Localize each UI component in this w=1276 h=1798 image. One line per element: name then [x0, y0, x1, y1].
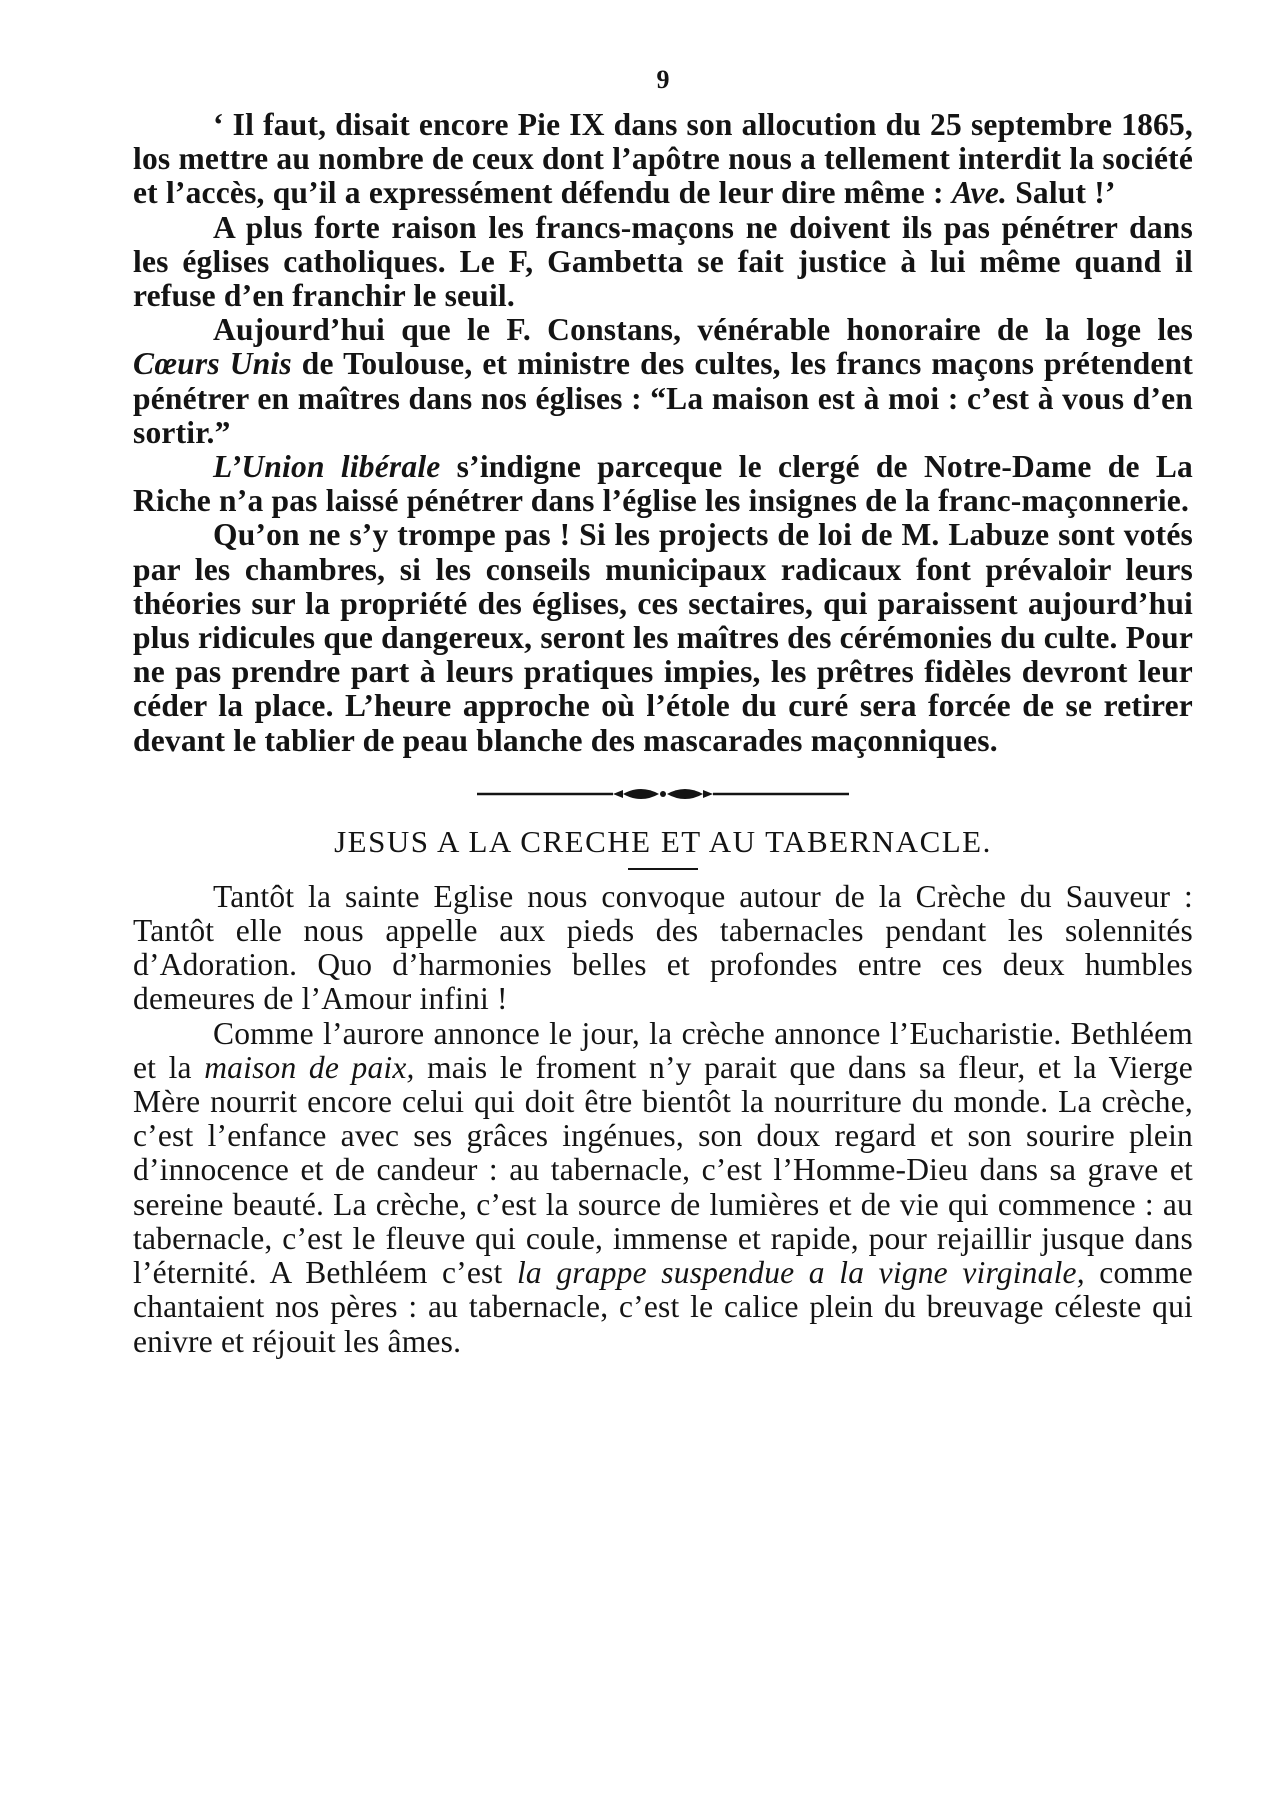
paragraph-constans: [133, 313, 1193, 450]
italic-text: maison de paix,: [204, 1049, 415, 1085]
italic-text: L’Union libérale: [213, 449, 441, 485]
paragraph-aurore: [133, 1017, 1193, 1359]
paragraph-text: Aujourd’hui que le F. Constans, vénérable honoraire de la loge les: [213, 312, 1193, 348]
title-underline-rule: [628, 868, 698, 870]
section-divider-ornament: [473, 784, 853, 804]
italic-text: Cœurs Unis: [133, 346, 292, 382]
page-number: 9: [656, 65, 670, 94]
paragraph-text: Salut !’: [1007, 175, 1116, 211]
paragraph-text: de Toulouse, et ministre des cultes, les francs maçons prétendent pénétrer en maîtres dans nos églises : “La maison est à moi : c’est à vous d’en sortir.”: [133, 346, 1194, 450]
paragraph-labuze: Qu’on ne s’y trompe pas ! Si les projects de loi de M. Labuze sont votés par les chambres, si les conseils municipaux radicaux font prévaloir leurs théories sur la propriété des églises, ces sectaires, qui paraissent aujourd’hui plus ridicules que dangereux, seront les maîtres des cérémonies du culte. Pour ne pas prendre part à leurs pratiques impies, les prêtres fidèles devront leur céder la place. L’heure approche où l’étole du curé sera forcée de se retirer devant le tablier de peau blanche des mascarades maçonniques.: [133, 517, 1193, 758]
paragraph-union-liberale: [133, 450, 1193, 518]
paragraph-text: Comme l’aurore annonce le jour, la crèche annonce l’Eucharistie. Bethléem et la: [133, 1015, 1193, 1085]
italic-text: Ave.: [951, 175, 1008, 211]
paragraph-creche-tabernacle: Tantôt la sainte Eglise nous convoque autour de la Crèche du Sauveur : Tantôt elle nous appelle aux pieds des tabernacles pendant les solennités d’Adoration. Quo d’harmonies belles et profondes entre ces deux humbles demeures de l’Amour infini !: [133, 878, 1193, 1017]
paragraph-pie-ix-quote: [133, 108, 1193, 211]
paragraph-text: mais le froment n’y parait que dans sa fleur, et la Vierge Mère nourrit encore celui qui doit être bientôt la nourriture du monde. La crèche, c’est l’enfance avec ses grâces ingénues, son doux regard et son sourire plein d’innocence et de candeur : au tabernacle, c’est l’Homme-Dieu dans sa grave et sereine beauté. La crèche, c’est la source de lumières et de vie qui commence : au tabernacle, c’est le fleuve qui coule, immense et rapide, pour rejaillir jusque dans l’éternité. A Bethléem c’est: [133, 1049, 1193, 1291]
paragraph-text: s’indigne parceque le clergé de Notre-Dame de La Riche n’a pas laissé pénétrer dans l’église les insignes de la franc-maçonnerie.: [133, 449, 1193, 519]
section-title: JESUS A LA CRECHE ET AU TABERNACLE.: [334, 823, 992, 859]
italic-text: la grappe suspendue a la vigne virginale,: [516, 1255, 1085, 1291]
paragraph-francs-macons: A plus forte raison les francs-maçons ne doivent ils pas pénétrer dans les églises catholiques. Le F, Gambetta se fait justice à lui même quand il refuse d’en franchir le seuil.: [133, 209, 1193, 314]
document-page: [133, 60, 1193, 1359]
paragraph-text: ‘ Il faut, disait encore Pie IX dans son allocution du 25 septembre 1865, los mettre au nombre de ceux dont l’apôtre nous a tellement interdit la société et l’accès, qu’il a expressément défendu de leur dire même :: [133, 107, 1193, 211]
paragraph-text: comme chantaient nos pères : au tabernacle, c’est le calice plein du breuvage céleste qui enivre et réjouit les âmes.: [133, 1255, 1193, 1359]
